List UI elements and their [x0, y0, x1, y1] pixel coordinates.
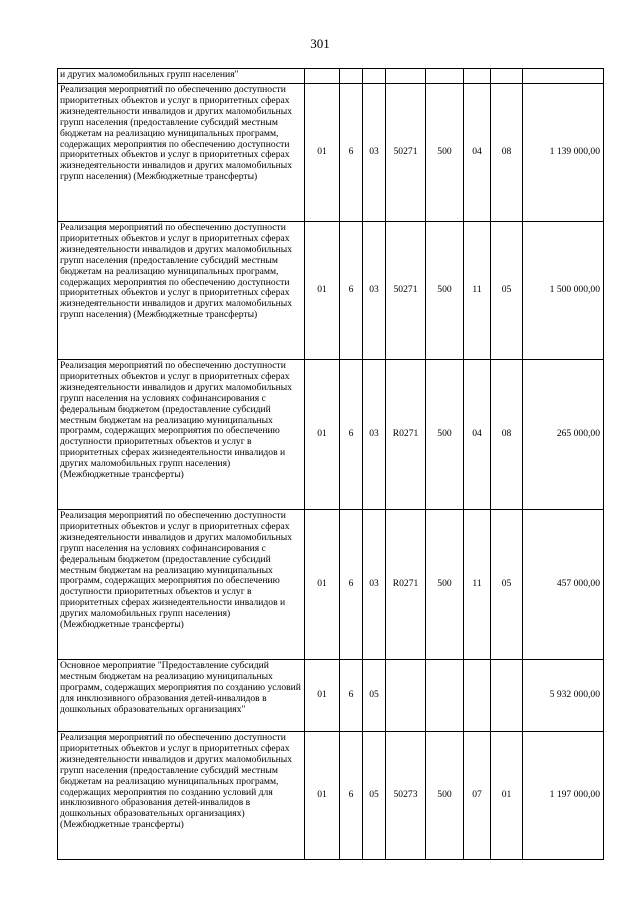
table-row: [58, 660, 604, 732]
subprogram-code-cell: 6: [340, 732, 363, 860]
expense-type-cell: 500: [426, 732, 464, 860]
direction-code-cell: R0271: [386, 360, 426, 510]
program-code-cell: 01: [305, 360, 340, 510]
section-cell: 04: [464, 360, 491, 510]
table-body: [58, 69, 604, 860]
amount-cell: 265 000,00: [523, 360, 604, 510]
direction-code-cell: [386, 660, 426, 732]
subsection-cell: 01: [491, 732, 523, 860]
table-row: [58, 69, 604, 84]
event-code-cell: 03: [363, 222, 386, 360]
budget-table: [57, 68, 604, 860]
table-row: [58, 360, 604, 510]
subsection-cell: [491, 69, 523, 84]
subsection-cell: 08: [491, 360, 523, 510]
subsection-cell: 05: [491, 222, 523, 360]
subprogram-code-cell: 6: [340, 660, 363, 732]
description-cell: Реализация мероприятий по обеспечению доступности приоритетных объектов и услуг в приоритетных сферах жизнедеятельности инвалидов и других маломобильных групп населения (предоставление субсидий местным бюджетам на реализацию муниципальных программ, содержащих мероприятия по обеспечению доступности приоритетных объектов и услуг в приоритетных сферах жизнедеятельности инвалидов и других маломобильных групп населения) (Межбюджетные трансферты): [58, 84, 305, 222]
section-cell: 11: [464, 222, 491, 360]
direction-code-cell: [386, 69, 426, 84]
amount-cell: 457 000,00: [523, 510, 604, 660]
program-code-cell: 01: [305, 84, 340, 222]
subsection-cell: 05: [491, 510, 523, 660]
amount-cell: 5 932 000,00: [523, 660, 604, 732]
amount-cell: [523, 69, 604, 84]
section-cell: 07: [464, 732, 491, 860]
program-code-cell: [305, 69, 340, 84]
amount-cell: 1 139 000,00: [523, 84, 604, 222]
event-code-cell: 03: [363, 84, 386, 222]
direction-code-cell: R0271: [386, 510, 426, 660]
event-code-cell: 03: [363, 360, 386, 510]
subprogram-code-cell: [340, 69, 363, 84]
page-number: 301: [310, 36, 330, 51]
program-code-cell: 01: [305, 660, 340, 732]
section-cell: 11: [464, 510, 491, 660]
table-row: [58, 222, 604, 360]
section-cell: [464, 660, 491, 732]
subsection-cell: [491, 660, 523, 732]
event-code-cell: [363, 69, 386, 84]
program-code-cell: 01: [305, 510, 340, 660]
event-code-cell: 05: [363, 732, 386, 860]
description-cell: Реализация мероприятий по обеспечению доступности приоритетных объектов и услуг в приоритетных сферах жизнедеятельности инвалидов и других маломобильных групп населения (предоставление субсидий местным бюджетам на реализацию муниципальных программ, содержащих мероприятия по созданию условий для инклюзивного образования детей-инвалидов в дошкольных образовательных организациях) (Межбюджетные трансферты): [58, 732, 305, 860]
event-code-cell: 03: [363, 510, 386, 660]
section-cell: 04: [464, 84, 491, 222]
description-cell: Реализация мероприятий по обеспечению доступности приоритетных объектов и услуг в приоритетных сферах жизнедеятельности инвалидов и других маломобильных групп населения на условиях софинансирования с федеральным бюджетом (предоставление субсидий местным бюджетам на реализацию муниципальных программ, содержащих мероприятия по обеспечению доступности приоритетных объектов и услуг в приоритетных сферах жизнедеятельности инвалидов и других маломобильных групп населения) (Межбюджетные трансферты): [58, 510, 305, 660]
expense-type-cell: 500: [426, 84, 464, 222]
section-cell: [464, 69, 491, 84]
description-cell: и других маломобильных групп населения": [58, 69, 305, 84]
table-row: [58, 732, 604, 860]
program-code-cell: 01: [305, 222, 340, 360]
table-row: [58, 84, 604, 222]
expense-type-cell: 500: [426, 360, 464, 510]
subprogram-code-cell: 6: [340, 84, 363, 222]
expense-type-cell: 500: [426, 510, 464, 660]
description-cell: Основное мероприятие "Предоставление субсидий местным бюджетам на реализацию муниципальных программ, содержащих мероприятия по созданию условий для инклюзивного образования детей-инвалидов в дошкольных образовательных организациях": [58, 660, 305, 732]
description-cell: Реализация мероприятий по обеспечению доступности приоритетных объектов и услуг в приоритетных сферах жизнедеятельности инвалидов и других маломобильных групп населения (предоставление субсидий местным бюджетам на реализацию муниципальных программ, содержащих мероприятия по обеспечению доступности приоритетных объектов и услуг в приоритетных сферах жизнедеятельности инвалидов и других маломобильных групп населения) (Межбюджетные трансферты): [58, 222, 305, 360]
event-code-cell: 05: [363, 660, 386, 732]
table-row: [58, 510, 604, 660]
amount-cell: 1 500 000,00: [523, 222, 604, 360]
description-cell: Реализация мероприятий по обеспечению доступности приоритетных объектов и услуг в приоритетных сферах жизнедеятельности инвалидов и других маломобильных групп населения на условиях софинансирования с федеральным бюджетом (предоставление субсидий местным бюджетам на реализацию муниципальных программ, содержащих мероприятия по обеспечению доступности приоритетных объектов и услуг в приоритетных сферах жизнедеятельности инвалидов и других маломобильных групп населения) (Межбюджетные трансферты): [58, 360, 305, 510]
subprogram-code-cell: 6: [340, 510, 363, 660]
program-code-cell: 01: [305, 732, 340, 860]
direction-code-cell: 50271: [386, 84, 426, 222]
direction-code-cell: 50271: [386, 222, 426, 360]
subprogram-code-cell: 6: [340, 222, 363, 360]
expense-type-cell: [426, 69, 464, 84]
amount-cell: 1 197 000,00: [523, 732, 604, 860]
subprogram-code-cell: 6: [340, 360, 363, 510]
expense-type-cell: 500: [426, 222, 464, 360]
expense-type-cell: [426, 660, 464, 732]
subsection-cell: 08: [491, 84, 523, 222]
direction-code-cell: 50273: [386, 732, 426, 860]
